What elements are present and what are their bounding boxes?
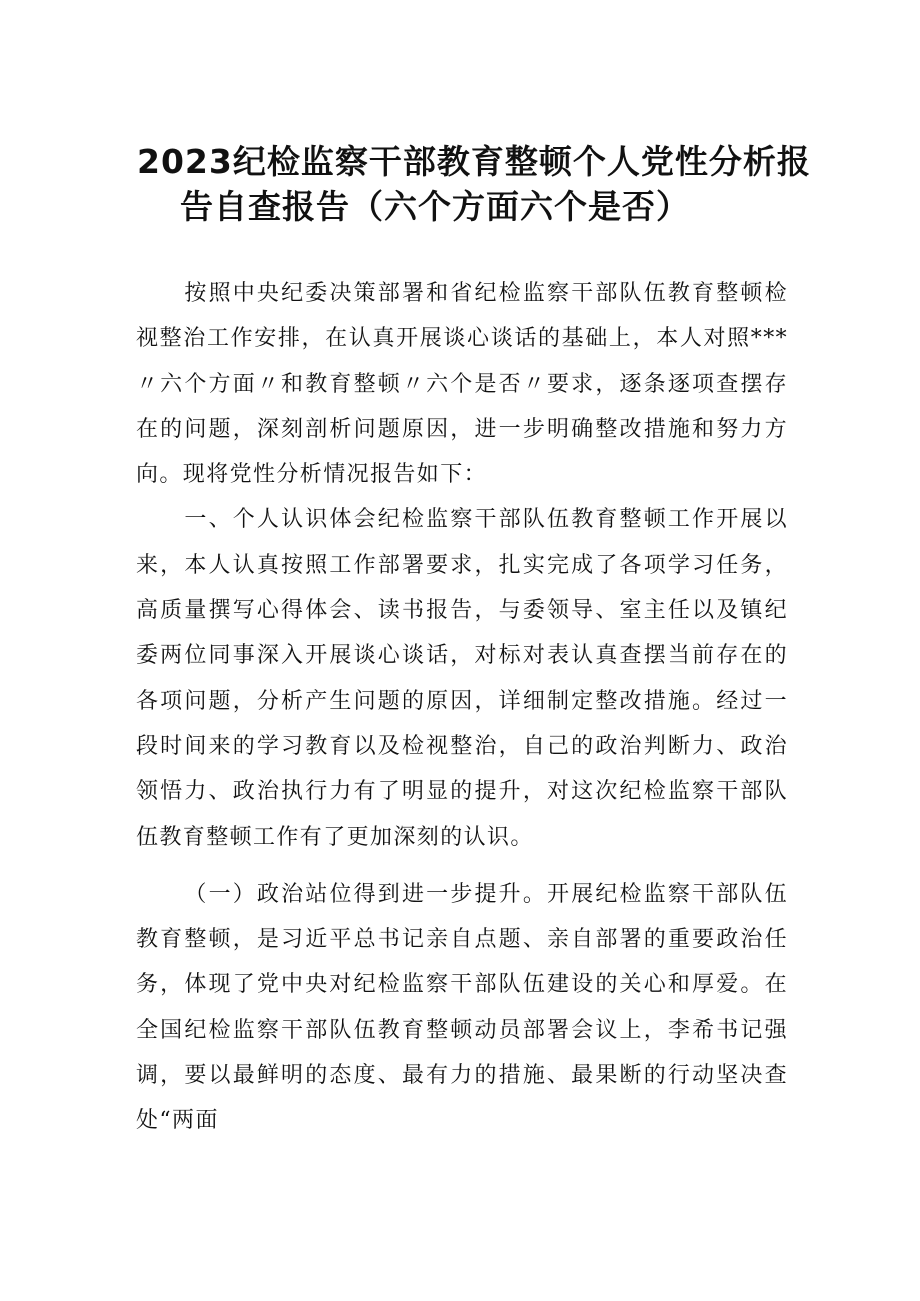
document-title-line-1: 2023纪检监察干部教育整顿个人党性分析报 bbox=[137, 142, 811, 181]
paragraph-section-1: 一、个人认识体会纪检监察干部队伍教育整顿工作开展以来，本人认真按照工作部署要求，扎实完成了各项学习任务，高质量撰写心得体会、读书报告，与委领导、室主任以及镇纪委两位同事深入开展谈心谈话，对标对表认真查摆当前存在的各项问题，分析产生问题的原因，详细制定整改措施。经过一段时间来的学习教育以及检视整治，自己的政治判断力、政治领悟力、政治执行力有了明显的提升，对这次纪检监察干部队伍教育整顿工作有了更加深刻的认识。 bbox=[136, 507, 788, 850]
document-title-line-2: 告自查报告（六个方面六个是否） bbox=[180, 187, 690, 226]
paragraph-subsection-1: （一）政治站位得到进一步提升。开展纪检监察干部队伍教育整顿，是习近平总书记亲自点题、亲自部署的重要政治任务，体现了党中央对纪检监察干部队伍建设的关心和厚爱。在全国纪检监察干部队伍教育整顿动员部署会议上，李希书记强调，要以最鲜明的态度、最有力的措施、最果断的行动坚决查处“两面 bbox=[136, 881, 788, 1134]
paragraph-intro: 按照中央纪委决策部署和省纪检监察干部队伍教育整顿检视整治工作安排，在认真开展谈心谈话的基础上，本人对照***〃六个方面〃和教育整顿〃六个是否〃要求，逐条逐项查摆存在的问题，深刻剖析问题原因，进一步明确整改措施和努力方向。现将党性分析情况报告如下： bbox=[136, 281, 788, 488]
document-body bbox=[136, 271, 788, 1144]
